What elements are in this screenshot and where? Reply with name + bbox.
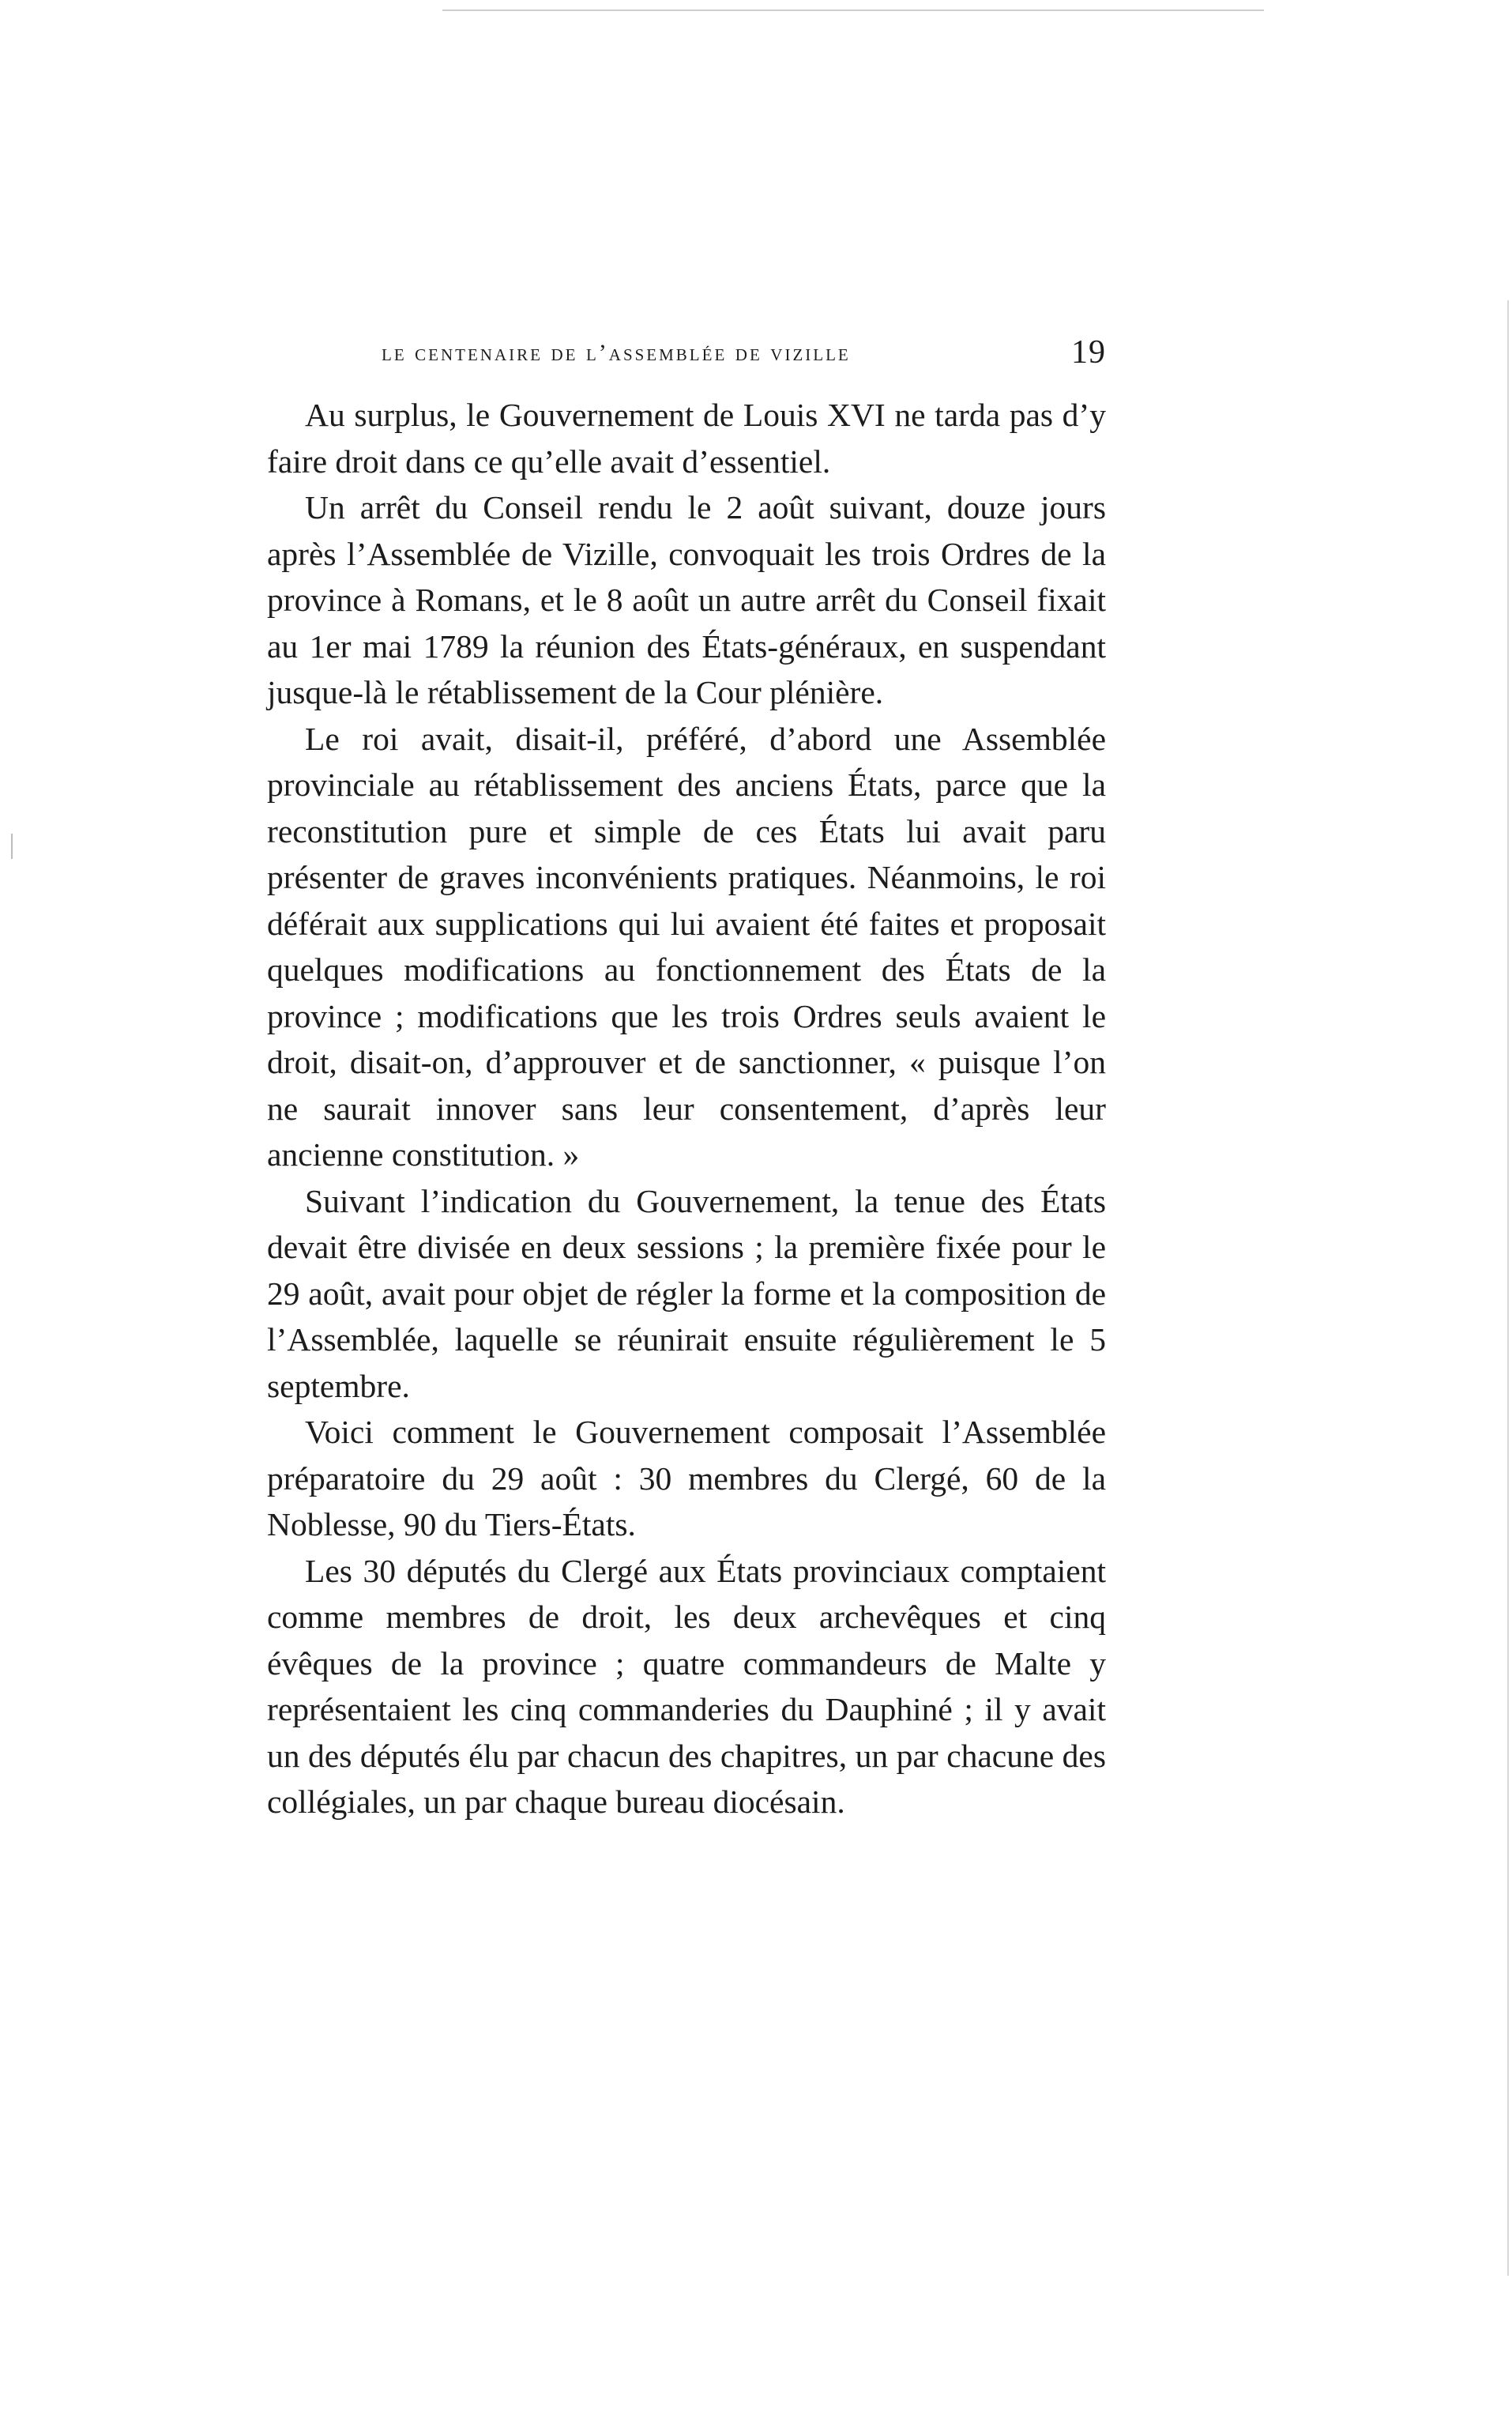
page-number: 19: [1071, 334, 1106, 371]
paragraph-3: Le roi avait, disait-il, préféré, d’abord une Assemblée provinciale au rétablissement des anciens États, parce que la reconstitution pure et simple de ces États lui avait paru présenter de graves inconvénients pratiques. Néanmoins, le roi déférait aux supplications qui lui avaient été faites et proposait quelques modifications au fonctionnement des États de la province ; modifications que les trois Ordres seuls avaient le droit, disait-on, d’approuver et de sanctionner, « puisque l’on ne saurait innover sans leur consentement, d’après leur ancienne constitution. »: [267, 720, 1106, 1173]
paragraph-1: Au surplus, le Gouvernement de Louis XVI ne tarda pas d’y faire droit dans ce qu’elle avait d’essentiel.: [267, 397, 1106, 480]
paragraph-5: Voici comment le Gouvernement composait l’Assemblée préparatoire du 29 août : 30 membres du Clergé, 60 de la Noblesse, 90 du Tiers-États.: [267, 1414, 1106, 1542]
paragraph-4: Suivant l’indication du Gouvernement, la tenue des États devait être divisée en deux sessions ; la première fixée pour le 29 août, avait pour objet de régler la forme et la composition de l’Assemblée, laquelle se réunirait ensuite régulièrement le 5 septembre.: [267, 1182, 1106, 1404]
scan-artifact-top: [442, 9, 1264, 11]
paragraph-6: Les 30 députés du Clergé aux États provinciaux comptaient comme membres de droit, les deux archevêques et cinq évêques de la province ; quatre commandeurs de Malte y représentaient les cinq commanderies du Dauphiné ; il y avait un des députés élu par chacun des chapitres, un par chacune des collégiales, un par chaque bureau diocésain.: [267, 1552, 1106, 1820]
scan-artifact-edge: [1507, 300, 1509, 2276]
scan-artifact-mark: [11, 834, 13, 859]
running-title: le centenaire de l’assemblée de vizille: [382, 340, 851, 366]
page-header: [267, 330, 1136, 378]
paragraph-2: Un arrêt du Conseil rendu le 2 août suivant, douze jours après l’Assemblée de Vizille, convoquait les trois Ordres de la province à Romans, et le 8 août un autre arrêt du Conseil fixait au 1er mai 1789 la réunion des États-généraux, en suspendant jusque-là le rétablissement de la Cour plénière.: [267, 489, 1106, 710]
body-text: [267, 392, 1106, 1825]
